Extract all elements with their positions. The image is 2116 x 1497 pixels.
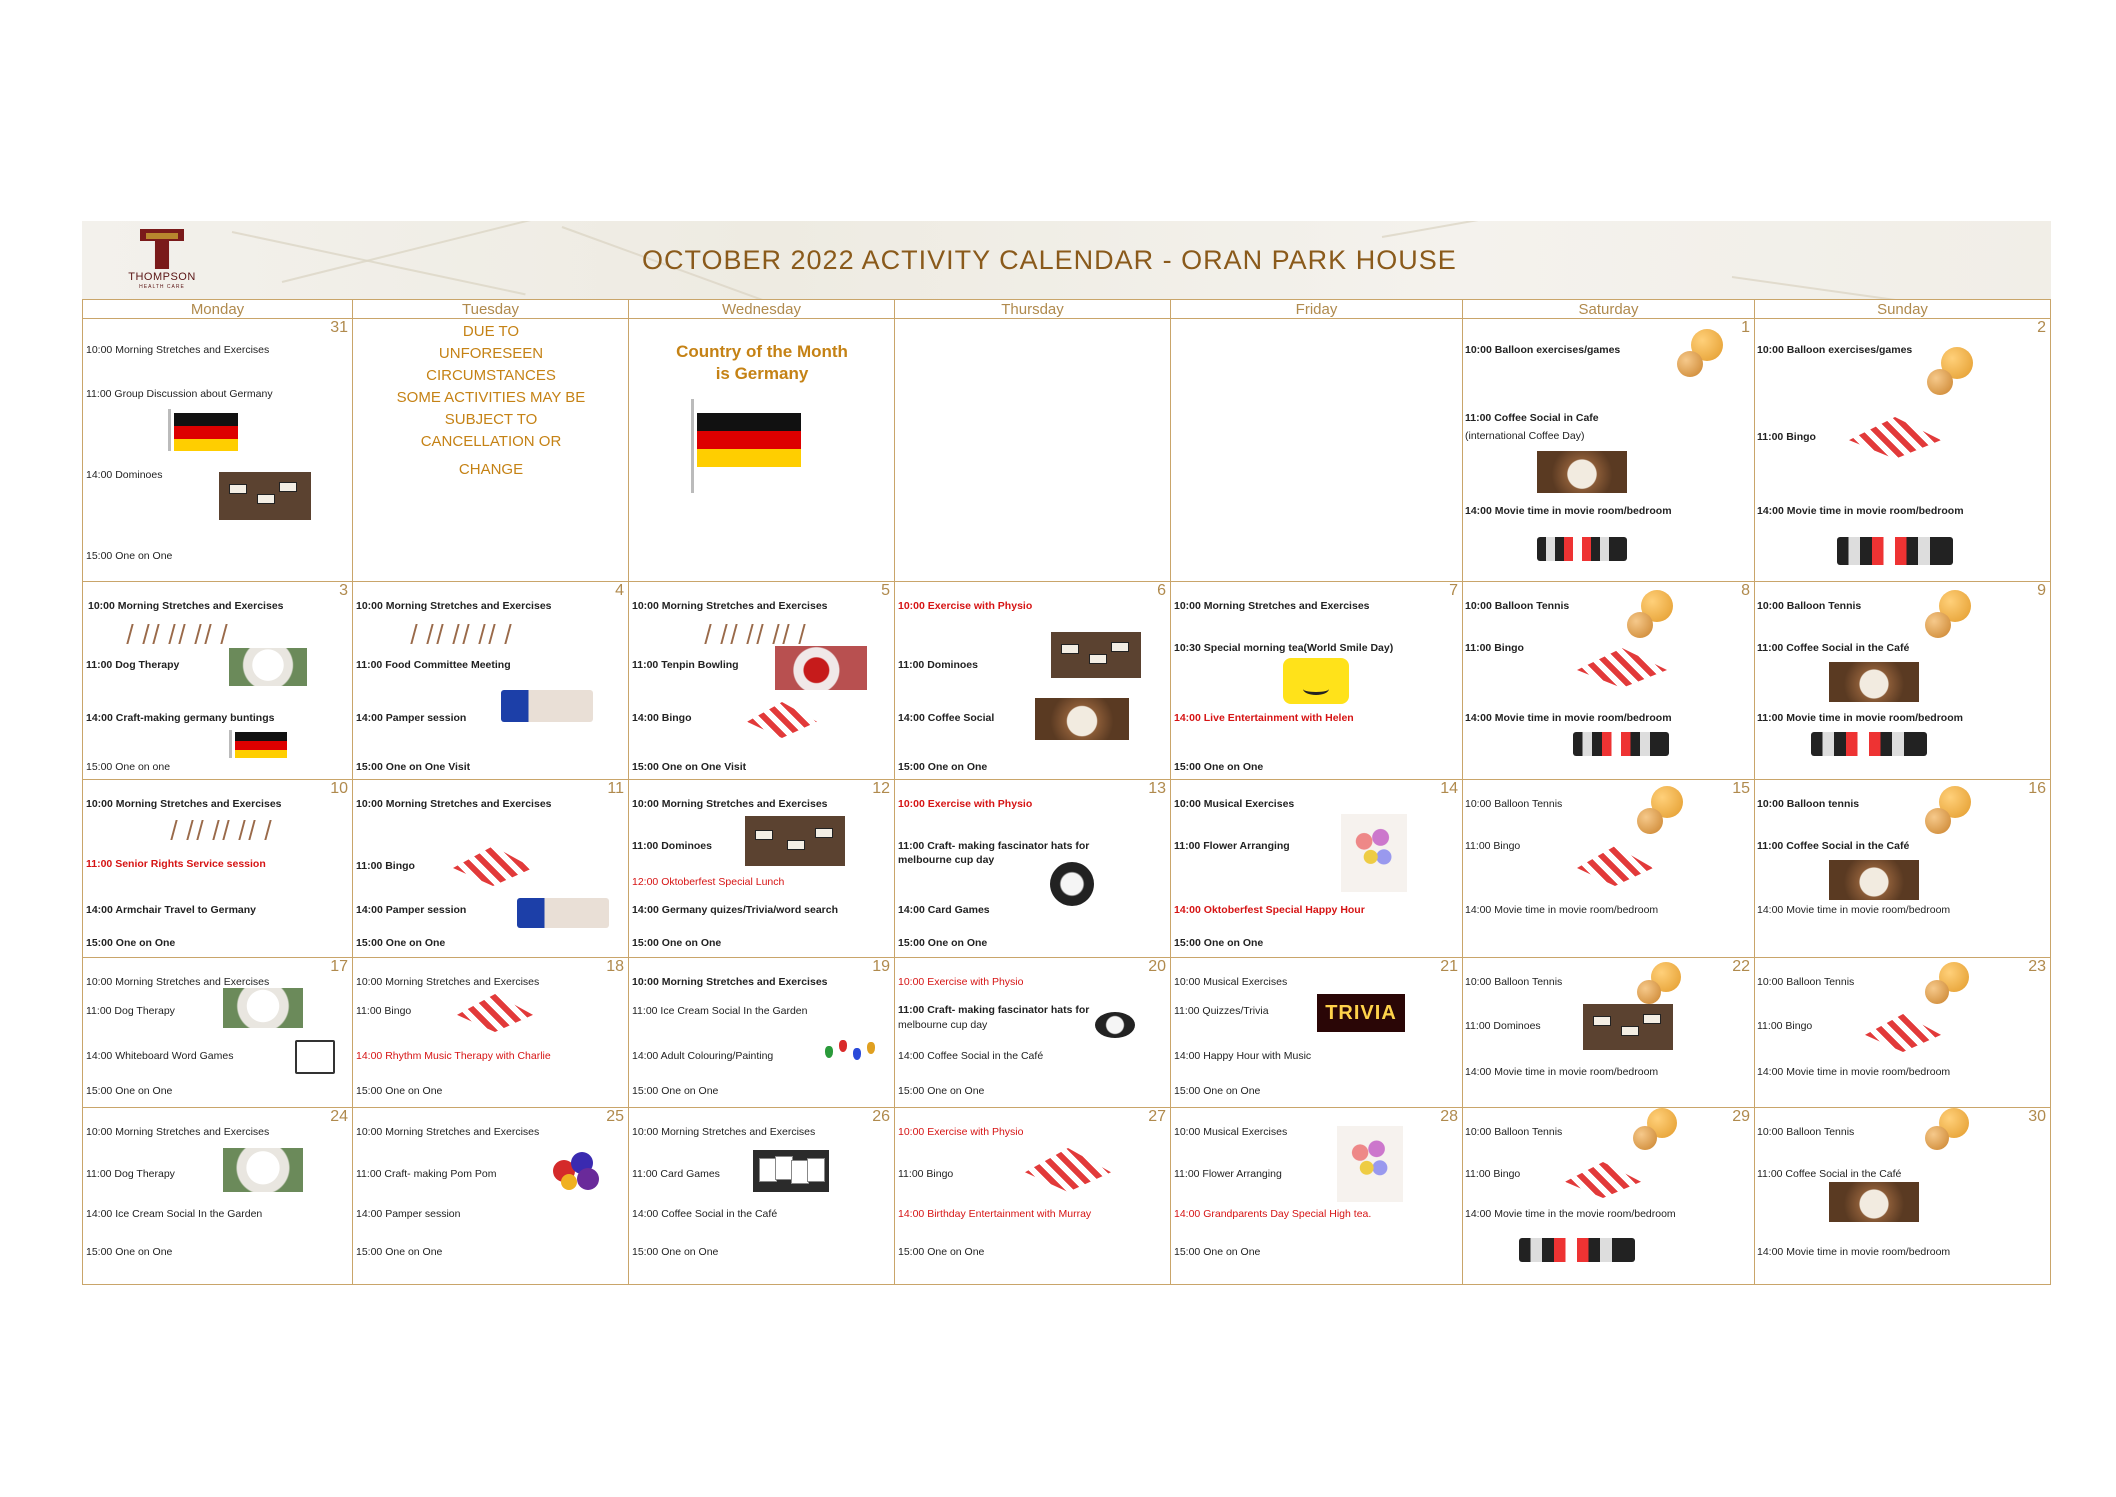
event: 11:00 Dominoes	[898, 659, 978, 671]
event: melbourne cup day	[898, 854, 995, 866]
event: 14:00 Coffee Social	[898, 712, 995, 724]
trivia-icon: TRIVIA	[1317, 994, 1405, 1032]
day-cell-20	[894, 957, 1170, 1107]
nails-icon	[501, 690, 593, 722]
day-cell-28	[1170, 1107, 1462, 1285]
event: 10:00 Morning Stretches and Exercises	[1174, 600, 1370, 612]
germany-flag-icon	[691, 399, 801, 493]
day-cell-11	[352, 779, 628, 957]
country-of-month	[629, 341, 894, 385]
dog-icon	[229, 648, 307, 686]
country-line: Country of the Month	[676, 342, 848, 361]
event: 14:00 Rhythm Music Therapy with Charlie	[356, 1050, 551, 1062]
day-number: 4	[615, 582, 624, 599]
bingo-icon	[747, 702, 817, 738]
logo-brand: THOMPSON	[128, 271, 196, 283]
event: 11:00 Bingo	[356, 860, 415, 872]
event: 10:00 Morning Stretches and Exercises	[86, 976, 270, 988]
event: 11:00 Card Games	[632, 1168, 720, 1180]
dog-icon	[223, 988, 303, 1028]
event: 10:00 Musical Exercises	[1174, 798, 1295, 810]
event: 14:00 Craft-making germany buntings	[86, 712, 275, 724]
day-number: 25	[606, 1108, 624, 1125]
day-cell-7	[1170, 581, 1462, 779]
day-cell-3	[82, 581, 352, 779]
event: 14:00 Movie time in movie room/bedroom	[1465, 1066, 1659, 1078]
day-cell-country	[628, 318, 894, 581]
smiley-icon	[1283, 658, 1349, 704]
event: 10:00 Balloon tennis	[1757, 798, 1860, 810]
event: 10:00 Balloon Tennis	[1465, 798, 1563, 810]
playing-cards-icon	[753, 1150, 829, 1192]
dog-icon	[223, 1148, 303, 1192]
day-cell-21	[1170, 957, 1462, 1107]
day-cell-12	[628, 779, 894, 957]
event: 15:00 One on one	[86, 761, 171, 773]
day-cell-23	[1754, 957, 2051, 1107]
event: 11:00 Coffee Social in the Café	[1757, 840, 1910, 852]
notice-line: DUE TO	[462, 323, 520, 340]
nails-icon	[517, 898, 609, 928]
day-number: 21	[1440, 958, 1458, 975]
event: 11:00 Bingo	[1757, 1020, 1813, 1032]
event: 14:00 Pamper session	[356, 1208, 461, 1220]
event: 11:00 Coffee Social in the Café	[1757, 1168, 1902, 1180]
day-cell-30	[1754, 1107, 2051, 1285]
paint-icon	[825, 1040, 885, 1076]
day-number: 13	[1148, 780, 1166, 797]
day-cell-6	[894, 581, 1170, 779]
event: 14:00 Germany quizes/Trivia/word search	[632, 904, 839, 916]
event: 11:00 Bingo	[1465, 840, 1521, 852]
event: 11:00 Ice Cream Social In the Garden	[632, 1005, 808, 1017]
event: 10:00 Balloon exercises/games	[1757, 344, 1913, 356]
day-number: 17	[330, 958, 348, 975]
day-number: 10	[330, 780, 348, 797]
event: 14:00 Birthday Entertainment with Murray	[898, 1208, 1092, 1220]
day-number: 12	[872, 780, 890, 797]
day-cell-4	[352, 581, 628, 779]
notice-line: CIRCUMSTANCES	[426, 367, 556, 384]
event: 11:00 Craft- making Pom Pom	[356, 1168, 497, 1180]
day-cell-16	[1754, 779, 2051, 957]
event: 11:00 Dog Therapy	[86, 659, 180, 671]
bowling-icon	[775, 646, 867, 690]
day-header-saturday: Saturday	[1462, 299, 1754, 318]
pompom-icon	[553, 1152, 609, 1192]
event: 11:00 Senior Rights Service session	[86, 858, 266, 870]
bingo-icon	[457, 994, 533, 1032]
day-number: 30	[2028, 1108, 2046, 1125]
calendar-grid	[82, 299, 2051, 1285]
cameo-icon	[1050, 862, 1094, 906]
cinema-icon	[1537, 537, 1627, 561]
germany-flag-icon	[168, 409, 238, 451]
day-number: 18	[606, 958, 624, 975]
coffee-icon	[1829, 662, 1919, 702]
event: (international Coffee Day)	[1465, 430, 1585, 442]
event: 14:00 Bingo	[632, 712, 692, 724]
event: 12:00 Oktoberfest Special Lunch	[632, 876, 785, 888]
event: 10:00 Morning Stretches and Exercises	[632, 976, 828, 988]
day-number: 14	[1440, 780, 1458, 797]
event: 11:00 Bingo	[1465, 642, 1524, 654]
event: 10:00 Balloon exercises/games	[1465, 344, 1621, 356]
event: 10:00 Morning Stretches and Exercises	[88, 600, 284, 612]
day-number: 20	[1148, 958, 1166, 975]
notice-line: CHANGE	[458, 461, 524, 478]
day-number: 6	[1157, 582, 1166, 599]
balloon-tennis-icon	[1921, 590, 1981, 650]
country-line: is Germany	[715, 364, 809, 383]
event: 14:00 Movie time in movie room/bedroom	[1757, 505, 1964, 517]
event: 10:00 Exercise with Physio	[898, 600, 1033, 612]
event: 10:30 Special morning tea(World Smile Day)	[1174, 642, 1394, 654]
event: 10:00 Exercise with Physio	[898, 798, 1033, 810]
event: 10:00 Exercise with Physio	[898, 1126, 1024, 1138]
notice-line: SOME ACTIVITIES MAY BE	[396, 389, 586, 406]
event: 10:00 Balloon Tennis	[1465, 976, 1563, 988]
event: 14:00 Whiteboard Word Games	[86, 1050, 234, 1062]
event: 11:00 Craft- making fascinator hats for	[898, 1004, 1090, 1016]
event: 10:00 Musical Exercises	[1174, 976, 1288, 988]
balloon-tennis-icon	[1921, 786, 1981, 846]
day-number: 5	[881, 582, 890, 599]
bingo-icon	[1565, 1162, 1641, 1198]
event: 15:00 One on One	[1174, 761, 1264, 773]
day-number: 3	[339, 582, 348, 599]
event: 11:00 Bingo	[356, 1005, 412, 1017]
day-cell-29	[1462, 1107, 1754, 1285]
event: 14:00 Happy Hour with Music	[1174, 1050, 1312, 1062]
event: 10:00 Balloon Tennis	[1757, 976, 1855, 988]
event: 11:00 Movie time in movie room/bedroom	[1757, 712, 1963, 724]
event: 15:00 One on One	[898, 1085, 985, 1097]
day-number: 24	[330, 1108, 348, 1125]
day-cell-14	[1170, 779, 1462, 957]
balloon-tennis-icon	[1673, 329, 1733, 389]
page-title: OCTOBER 2022 ACTIVITY CALENDAR - ORAN PARK HOUSE	[642, 245, 1457, 275]
day-cell-31	[82, 318, 352, 581]
event: 15:00 One on One Visit	[632, 761, 747, 773]
event: 15:00 One on One	[632, 1085, 719, 1097]
event: 14:00 Coffee Social in the Café	[898, 1050, 1044, 1062]
event: 10:00 Balloon Tennis	[1757, 600, 1862, 612]
event: 14:00 Movie time in movie room/bedroom	[1465, 712, 1672, 724]
day-header-sunday: Sunday	[1754, 299, 2051, 318]
bingo-icon	[1577, 648, 1667, 688]
event: 14:00 Oktoberfest Special Happy Hour	[1174, 904, 1365, 916]
event: 10:00 Morning Stretches and Exercises	[632, 798, 828, 810]
day-number: 1	[1741, 319, 1750, 336]
event: 14:00 Movie time in movie room/bedroom	[1465, 505, 1672, 517]
day-cell-25	[352, 1107, 628, 1285]
day-number: 7	[1449, 582, 1458, 599]
event: 11:00 Flower Arranging	[1174, 840, 1290, 852]
bingo-icon	[1025, 1148, 1111, 1192]
notice-line: UNFORESEEN	[438, 345, 544, 362]
day-number: 23	[2028, 958, 2046, 975]
event: 11:00 Craft- making fascinator hats for	[898, 840, 1090, 852]
event: 11:00 Bingo	[1465, 1168, 1521, 1180]
event: 15:00 One on One	[356, 1246, 443, 1258]
day-cell-8	[1462, 581, 1754, 779]
event: 10:00 Balloon Tennis	[1465, 1126, 1563, 1138]
day-header-thursday: Thursday	[894, 299, 1170, 318]
coffee-icon	[1829, 860, 1919, 900]
day-cell-10	[82, 779, 352, 957]
event: 10:00 Musical Exercises	[1174, 1126, 1288, 1138]
event: 15:00 One on One	[356, 937, 446, 949]
event: 14:00 Grandparents Day Special High tea.	[1174, 1208, 1372, 1220]
cinema-icon	[1837, 537, 1953, 565]
event: 11:00 Coffee Social in Cafe	[1465, 412, 1599, 424]
event: melbourne cup day	[898, 1019, 988, 1031]
header-banner	[82, 221, 2051, 299]
cancellation-notice	[353, 321, 628, 481]
event: 10:00 Morning Stretches and Exercises	[86, 798, 282, 810]
event: 11:00 Tenpin Bowling	[632, 659, 739, 671]
stretch-figures-icon	[413, 624, 513, 644]
event: 11:00 Group Discussion about Germany	[86, 388, 273, 400]
event: 15:00 One on One	[898, 1246, 985, 1258]
day-number: 28	[1440, 1108, 1458, 1125]
day-cell-15	[1462, 779, 1754, 957]
event: 10:00 Morning Stretches and Exercises	[86, 344, 270, 356]
event: 11:00 Food Committee Meeting	[356, 659, 511, 671]
balloon-tennis-icon	[1623, 590, 1683, 650]
event: 14:00 Ice Cream Social In the Garden	[86, 1208, 263, 1220]
day-header-monday: Monday	[82, 299, 352, 318]
event: 14:00 Card Games	[898, 904, 990, 916]
event: 15:00 One on One	[1174, 1246, 1261, 1258]
bingo-icon	[1849, 417, 1941, 459]
stretch-figures-icon	[707, 624, 807, 644]
event: 11:00 Quizzes/Trivia	[1174, 1005, 1269, 1017]
event: 10:00 Balloon Tennis	[1757, 1126, 1855, 1138]
day-number: 27	[1148, 1108, 1166, 1125]
balloon-tennis-icon	[1921, 1108, 1981, 1158]
event: 10:00 Morning Stretches and Exercises	[356, 976, 540, 988]
event: 11:00 Dog Therapy	[86, 1005, 175, 1017]
event: 14:00 Pamper session	[356, 904, 467, 916]
balloon-tennis-icon	[1633, 786, 1693, 846]
event: 10:00 Morning Stretches and Exercises	[632, 600, 828, 612]
event: 15:00 One on One	[86, 937, 176, 949]
day-cell-18	[352, 957, 628, 1107]
cinema-icon	[1573, 732, 1669, 756]
event: 11:00 Flower Arranging	[1174, 1168, 1282, 1180]
event: 14:00 Live Entertainment with Helen	[1174, 712, 1354, 724]
calendar-sheet	[82, 221, 2051, 1285]
cinema-icon	[1519, 1238, 1635, 1262]
event: 11:00 Dominoes	[632, 840, 712, 852]
dominoes-icon	[745, 816, 845, 866]
balloon-tennis-icon	[1629, 1108, 1689, 1158]
balloon-tennis-icon	[1923, 347, 1983, 407]
germany-flag-icon	[229, 730, 287, 758]
day-cell-9	[1754, 581, 2051, 779]
event: 15:00 One on One	[356, 1085, 443, 1097]
dominoes-icon	[1583, 1004, 1673, 1050]
day-number: 31	[330, 319, 348, 336]
event: 10:00 Morning Stretches and Exercises	[356, 798, 552, 810]
stretch-figures-icon	[129, 624, 229, 644]
dominoes-icon	[219, 472, 311, 520]
day-number: 2	[2037, 319, 2046, 336]
day-number: 19	[872, 958, 890, 975]
event: 11:00 Dog Therapy	[86, 1168, 175, 1180]
event: 11:00 Dominoes	[1465, 1020, 1541, 1032]
stretch-figures-icon	[173, 820, 273, 840]
day-cell-1	[1462, 318, 1754, 581]
coffee-icon	[1537, 451, 1627, 493]
day-cell-17	[82, 957, 352, 1107]
cinema-icon	[1811, 732, 1927, 756]
event: 14:00 Adult Colouring/Painting	[632, 1050, 774, 1062]
event: 11:00 Bingo	[898, 1168, 954, 1180]
event: 15:00 One on One	[86, 550, 173, 562]
bingo-icon	[1577, 846, 1653, 886]
day-cell-2	[1754, 318, 2051, 581]
event: 15:00 One on One	[632, 1246, 719, 1258]
whiteboard-icon	[295, 1040, 335, 1074]
day-cell-24	[82, 1107, 352, 1285]
cameo-icon	[1095, 1012, 1135, 1038]
event: 15:00 One on One	[898, 761, 988, 773]
event: 15:00 One on One	[898, 937, 988, 949]
event: 11:00 Coffee Social in the Café	[1757, 642, 1910, 654]
logo-sub: HEALTH CARE	[139, 284, 185, 290]
bingo-icon	[453, 846, 533, 886]
day-cell-22	[1462, 957, 1754, 1107]
day-cell-13	[894, 779, 1170, 957]
day-number: 22	[1732, 958, 1750, 975]
event: 10:00 Exercise with Physio	[898, 976, 1024, 988]
event: 14:00 Movie time in the movie room/bedroom	[1465, 1208, 1676, 1220]
day-header-wednesday: Wednesday	[628, 299, 894, 318]
day-cell-notice	[352, 318, 628, 581]
day-cell-empty	[894, 318, 1170, 581]
event: 10:00 Balloon Tennis	[1465, 600, 1570, 612]
event: 11:00 Bingo	[1757, 431, 1816, 443]
day-number: 15	[1732, 780, 1750, 797]
day-cell-26	[628, 1107, 894, 1285]
event: 14:00 Movie time in movie room/bedroom	[1757, 1066, 1951, 1078]
day-header-friday: Friday	[1170, 299, 1462, 318]
day-cell-empty	[1170, 318, 1462, 581]
day-number: 11	[607, 780, 624, 797]
event: 10:00 Morning Stretches and Exercises	[356, 1126, 540, 1138]
notice-line: CANCELLATION OR	[420, 433, 562, 450]
flowers-icon	[1337, 1126, 1403, 1202]
day-number: 16	[2028, 780, 2046, 797]
event: 15:00 One on One	[632, 937, 722, 949]
coffee-icon	[1829, 1182, 1919, 1222]
day-number: 9	[2037, 582, 2046, 599]
event: 10:00 Morning Stretches and Exercises	[86, 1126, 270, 1138]
event: 14:00 Dominoes	[86, 469, 163, 481]
event: 15:00 One on One	[86, 1246, 173, 1258]
day-cell-5	[628, 581, 894, 779]
event: 10:00 Morning Stretches and Exercises	[632, 1126, 816, 1138]
coffee-icon	[1035, 698, 1129, 740]
notice-line: SUBJECT TO	[444, 411, 538, 428]
day-number: 29	[1732, 1108, 1750, 1125]
event: 14:00 Pamper session	[356, 712, 467, 724]
event: 10:00 Morning Stretches and Exercises	[356, 600, 552, 612]
event: 14:00 Coffee Social in the Café	[632, 1208, 778, 1220]
balloon-tennis-icon	[1921, 962, 1981, 1012]
event: 14:00 Armchair Travel to Germany	[86, 904, 257, 916]
day-cell-27	[894, 1107, 1170, 1285]
day-cell-19	[628, 957, 894, 1107]
event: 14:00 Movie time in movie room/bedroom	[1465, 904, 1659, 916]
event: 15:00 One on One	[1174, 937, 1264, 949]
event: 14:00 Movie time in movie room/bedroom	[1757, 1246, 1951, 1258]
event: 15:00 One on One	[86, 1085, 173, 1097]
day-number: 26	[872, 1108, 890, 1125]
event: 15:00 One on One Visit	[356, 761, 471, 773]
event: 14:00 Movie time in movie room/bedroom	[1757, 904, 1951, 916]
event: 15:00 One on One	[1174, 1085, 1261, 1097]
bingo-icon	[1865, 1014, 1941, 1052]
flowers-icon	[1341, 814, 1407, 892]
dominoes-icon	[1051, 632, 1141, 678]
day-header-tuesday: Tuesday	[352, 299, 628, 318]
day-number: 8	[1741, 582, 1750, 599]
thompson-logo	[122, 229, 202, 293]
